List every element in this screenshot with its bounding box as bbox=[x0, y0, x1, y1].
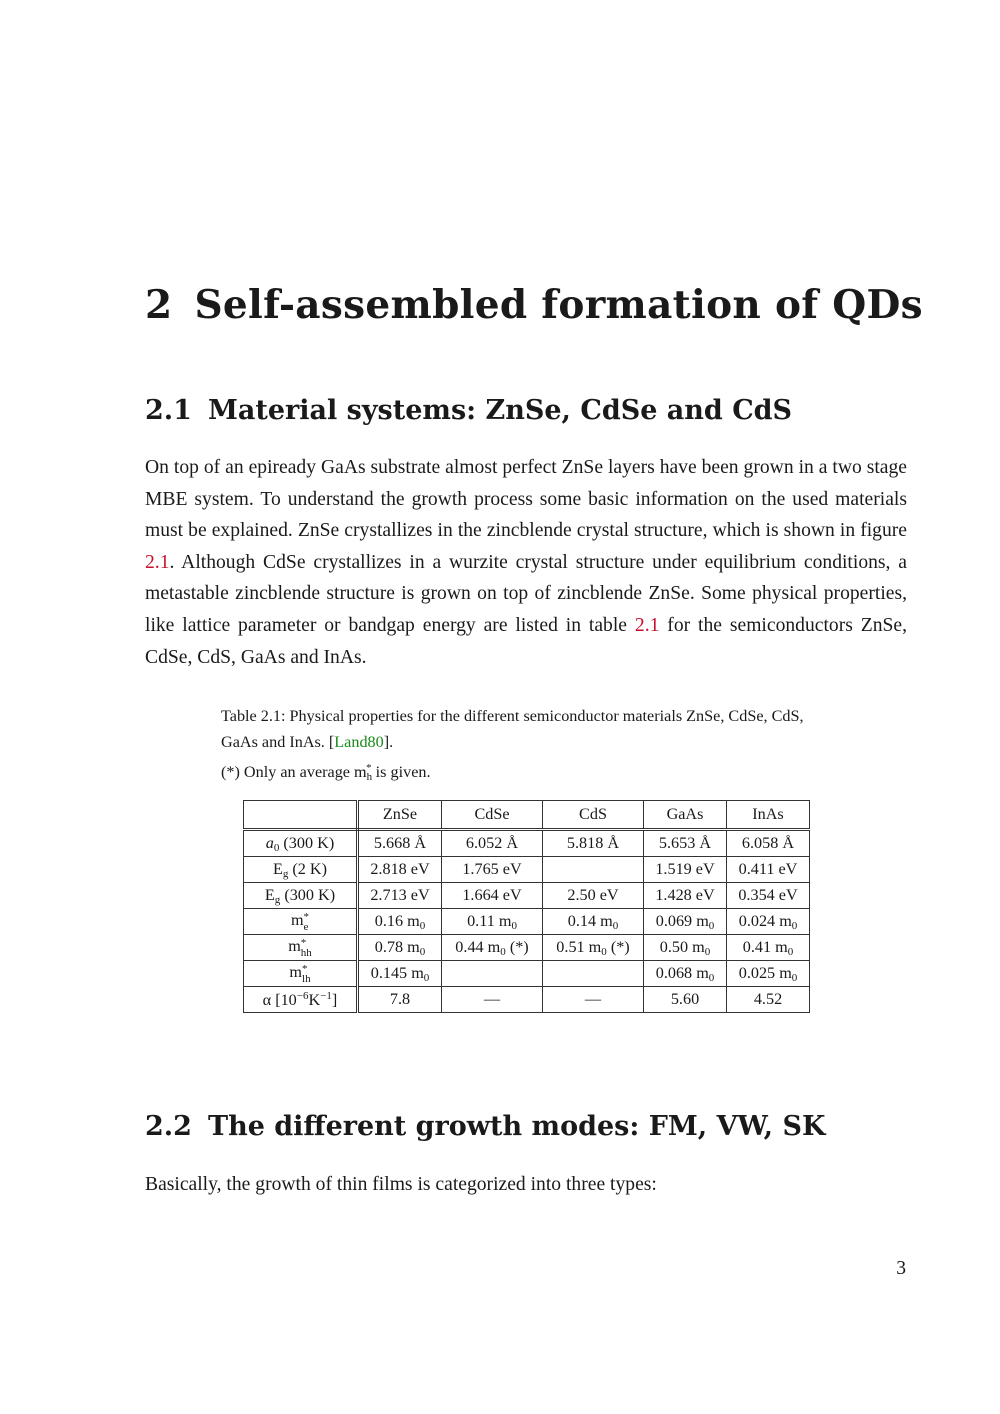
caption-note-text: (*) Only an average m bbox=[221, 763, 367, 781]
caption-text: ]. bbox=[383, 733, 394, 751]
subscript: 0 bbox=[787, 945, 794, 958]
subscript: lh bbox=[302, 972, 311, 985]
table-cell: 5.60 bbox=[644, 987, 727, 1013]
section-heading-2-2 bbox=[145, 1111, 825, 1142]
table-row bbox=[244, 883, 810, 909]
table-cell: 5.818 Å bbox=[543, 830, 644, 857]
caption-note-sup: * bbox=[366, 762, 372, 774]
row-label-rest: (2 K) bbox=[288, 859, 328, 878]
table-cell: 0.069 $m_0$ bbox=[644, 909, 727, 935]
table-row-label bbox=[244, 935, 358, 961]
row-label-symbol: α [10 bbox=[262, 990, 297, 1009]
table-cell bbox=[442, 961, 543, 987]
body-paragraph: Basically, the growth of thin films is categorized into three types: bbox=[145, 1174, 657, 1195]
subscript: g bbox=[282, 867, 289, 880]
sub-sup-stack bbox=[304, 912, 310, 932]
row-label-symbol: E bbox=[264, 885, 275, 904]
table-cell: 0.354 eV bbox=[727, 883, 810, 909]
subscript: 0 bbox=[612, 919, 619, 932]
paragraph-text: for the semiconductors ZnSe, CdSe, CdS, GaAs and InAs. bbox=[145, 614, 907, 668]
table-caption bbox=[221, 703, 833, 790]
subscript: 0 bbox=[273, 841, 280, 854]
caption-note bbox=[221, 755, 833, 790]
section-title-text: Material systems: ZnSe, CdSe and CdS bbox=[207, 395, 793, 426]
table-row-label bbox=[244, 857, 358, 883]
superscript: * bbox=[303, 910, 310, 923]
caption-note-text: is given. bbox=[371, 763, 431, 781]
table-row-label bbox=[244, 909, 358, 935]
caption-main bbox=[221, 703, 833, 755]
superscript: * bbox=[300, 936, 307, 949]
paragraph-text: . Although CdSe crystallizes in a wurzite crystal structure under equilibrium conditions, a metastable zincblende structure is grown on top of zincblende ZnSe. Some physical properties, like lattice parameter or bandgap energy are listed in table bbox=[145, 551, 907, 636]
superscript: −6 bbox=[296, 989, 309, 1002]
section-title-text: The different growth modes: FM, VW, SK bbox=[207, 1111, 826, 1142]
subscript: 0 bbox=[708, 919, 715, 932]
table-row bbox=[244, 935, 810, 961]
subscript: 0 bbox=[419, 945, 426, 958]
section-number: 2.2 bbox=[145, 1111, 192, 1142]
row-label-symbol: E bbox=[272, 859, 283, 878]
subscript: hh bbox=[300, 946, 312, 959]
row-label-rest: (300 K) bbox=[280, 885, 336, 904]
table-row bbox=[244, 961, 810, 987]
table-row-label bbox=[244, 883, 358, 909]
subscript: 0 bbox=[419, 919, 426, 932]
chapter-title bbox=[145, 282, 923, 328]
table-cell: 0.41 $m_0$ bbox=[727, 935, 810, 961]
superscript: −1 bbox=[320, 989, 332, 1002]
chapter-title-text: Self-assembled formation of QDs bbox=[194, 282, 923, 328]
figure-reference-link[interactable]: 2.1 bbox=[145, 551, 170, 573]
table-cell: 6.052 Å bbox=[442, 830, 543, 857]
sub-sup-stack bbox=[302, 964, 311, 984]
table-cell: 0.50 $m_0$ bbox=[644, 935, 727, 961]
sub-sup-stack bbox=[301, 938, 312, 958]
row-label-symbol: m bbox=[290, 911, 304, 930]
table-row bbox=[244, 987, 810, 1013]
table-cell bbox=[543, 857, 644, 883]
table-cell: 0.51 $m_0$ (*) bbox=[543, 935, 644, 961]
table-row-label bbox=[244, 830, 358, 857]
table-column-header: GaAs bbox=[644, 801, 727, 830]
caption-text: Table 2.1: Physical properties for the different semiconductor materials ZnSe, CdSe, CdS, GaAs and InAs. [ bbox=[221, 707, 804, 751]
chapter-number: 2 bbox=[145, 282, 173, 328]
table-corner-cell bbox=[244, 801, 358, 830]
paragraph-text: On top of an epiready GaAs substrate almost perfect ZnSe layers have been grown in a two stage MBE system. To understand the growth process some basic information on the used materials must be explained. ZnSe crystallizes in the zincblende crystal structure, which is shown in figure bbox=[145, 457, 907, 542]
subscript: g bbox=[274, 893, 281, 906]
table-cell: 6.058 Å bbox=[727, 830, 810, 857]
table-cell: 1.664 eV bbox=[442, 883, 543, 909]
row-label-rest: ] bbox=[331, 990, 338, 1009]
table-cell: 4.52 bbox=[727, 987, 810, 1013]
subscript: 0 bbox=[791, 971, 798, 984]
table-cell: 1.428 eV bbox=[644, 883, 727, 909]
table-cell: 0.411 eV bbox=[727, 857, 810, 883]
table-cell: 0.16 $m_0$ bbox=[358, 909, 442, 935]
table-column-header: ZnSe bbox=[358, 801, 442, 830]
table-cell: 0.025 $m_0$ bbox=[727, 961, 810, 987]
page-number: 3 bbox=[896, 1258, 906, 1279]
table-row bbox=[244, 857, 810, 883]
table-cell: 1.765 eV bbox=[442, 857, 543, 883]
subscript: 0 bbox=[601, 945, 607, 958]
subscript: e bbox=[303, 920, 309, 933]
row-label-rest: K bbox=[308, 990, 321, 1009]
table-column-header: InAs bbox=[727, 801, 810, 830]
table-cell: 7.8 bbox=[358, 987, 442, 1013]
table-row bbox=[244, 909, 810, 935]
subscript: 0 bbox=[708, 971, 715, 984]
table-cell: — bbox=[442, 987, 543, 1013]
table-cell: 5.668 Å bbox=[358, 830, 442, 857]
table-cell: 0.44 $m_0$ (*) bbox=[442, 935, 543, 961]
table-cell bbox=[543, 961, 644, 987]
section-number: 2.1 bbox=[145, 395, 192, 426]
caption-note-sub: h bbox=[366, 771, 373, 783]
subscript: 0 bbox=[511, 919, 517, 932]
subscript: 0 bbox=[791, 919, 798, 932]
table-cell: 0.14 $m_0$ bbox=[543, 909, 644, 935]
table-cell: 2.818 eV bbox=[358, 857, 442, 883]
subscript: 0 bbox=[500, 945, 506, 958]
table-cell: 5.653 Å bbox=[644, 830, 727, 857]
table-reference-link[interactable]: 2.1 bbox=[634, 614, 660, 636]
table-cell: 1.519 eV bbox=[644, 857, 727, 883]
row-label-symbol: m bbox=[288, 937, 301, 956]
table-cell: 0.78 $m_0$ bbox=[358, 935, 442, 961]
table-row-label bbox=[244, 961, 358, 987]
superscript: * bbox=[302, 962, 308, 975]
properties-table bbox=[243, 800, 810, 1013]
row-label-symbol: a bbox=[265, 833, 274, 852]
table-column-header: CdSe bbox=[442, 801, 543, 830]
row-label-symbol: m bbox=[289, 963, 303, 982]
table-row bbox=[244, 830, 810, 857]
row-label-rest: (300 K) bbox=[279, 833, 335, 852]
table-row-label bbox=[244, 987, 358, 1013]
table-cell: 0.11 $m_0$ bbox=[442, 909, 543, 935]
table-cell: 2.713 eV bbox=[358, 883, 442, 909]
section-heading-2-1 bbox=[145, 395, 792, 426]
table-cell: 0.145 $m_0$ bbox=[358, 961, 442, 987]
table-cell: — bbox=[543, 987, 644, 1013]
subscript: 0 bbox=[704, 945, 711, 958]
subscript: 0 bbox=[423, 971, 430, 984]
table-cell: 2.50 eV bbox=[543, 883, 644, 909]
body-paragraph bbox=[145, 452, 907, 673]
citation-link[interactable]: Land80 bbox=[334, 733, 384, 751]
table-cell: 0.024 $m_0$ bbox=[727, 909, 810, 935]
table-cell: 0.068 $m_0$ bbox=[644, 961, 727, 987]
table-header-row bbox=[244, 801, 810, 830]
table-column-header: CdS bbox=[543, 801, 644, 830]
